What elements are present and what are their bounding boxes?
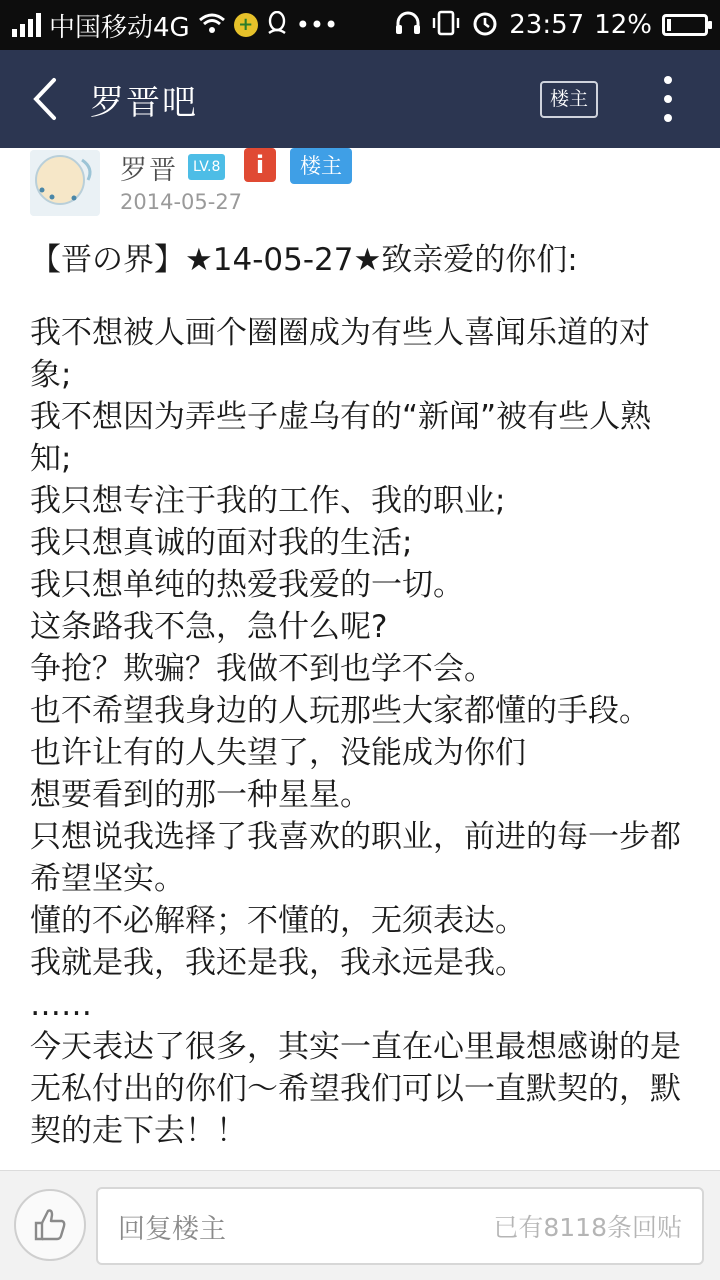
avatar[interactable] (30, 150, 100, 216)
carrier-label: 中国移动4G (49, 12, 190, 43)
post-line: 争抢？欺骗？我做不到也学不会。 (30, 651, 495, 687)
post-line: 我只想真诚的面对我的生活; (30, 525, 413, 561)
more-dots-icon: ••• (295, 11, 339, 39)
reply-placeholder: 回复楼主 (118, 1213, 226, 1245)
post-body (30, 312, 690, 1152)
post-line: 我只想单纯的热爱我爱的一切。 (30, 567, 464, 603)
post-line: …… (30, 987, 92, 1023)
like-button[interactable] (14, 1189, 86, 1261)
owner-badge: 楼主 (290, 148, 352, 184)
post-line: 我只想专注于我的工作、我的职业; (30, 483, 506, 519)
info-badge: i (244, 148, 276, 182)
reply-count: 已有8118条回贴 (493, 1213, 682, 1242)
only-op-button[interactable]: 楼主 (540, 81, 598, 118)
author-name[interactable]: 罗晋 (120, 155, 178, 186)
page-title: 罗晋吧 (90, 82, 198, 123)
wifi-icon (198, 12, 226, 38)
thumbs-up-icon (30, 1205, 70, 1245)
post-line: 也不希望我身边的人玩那些大家都懂的手段。 (30, 693, 650, 729)
level-badge: LV.8 (188, 154, 225, 180)
phone-vibrate-icon (431, 10, 461, 40)
status-bar (0, 0, 720, 50)
more-vertical-icon[interactable] (648, 76, 688, 122)
post-line: 想要看到的那一种星星。 (30, 777, 371, 813)
headset-icon (395, 11, 421, 39)
post-line: 也许让有的人失望了，没能成为你们 (30, 735, 526, 771)
app-notification-icon: + (234, 13, 258, 37)
qq-icon (266, 11, 288, 39)
battery-percent: 12% (594, 10, 652, 40)
post-header (30, 150, 690, 220)
post-line: 懂的不必解释；不懂的，无须表达。 (30, 903, 526, 939)
post-line: 我不想被人画个圈圈成为有些人喜闻乐道的对象; (30, 315, 650, 393)
post-date: 2014-05-27 (120, 190, 243, 214)
post-line: 我就是我，我还是我，我永远是我。 (30, 945, 526, 981)
alarm-icon (471, 9, 499, 41)
post-line: 我不想因为弄些子虚乌有的“新闻”被有些人熟知; (30, 399, 652, 477)
post-line: 只想说我选择了我喜欢的职业，前进的每一步都希望坚实。 (30, 819, 681, 897)
bottom-bar (0, 1170, 720, 1280)
back-button[interactable] (0, 50, 90, 148)
clock: 23:57 (509, 10, 585, 40)
signal-icon (12, 13, 41, 37)
post-title: 【晋の界】★14-05-27★致亲爱的你们: (30, 242, 578, 278)
post-line: 今天表达了很多，其实一直在心里最想感谢的是无私付出的你们～希望我们可以一直默契的，默契的走下去！！ (30, 1029, 681, 1149)
reply-input[interactable] (96, 1187, 704, 1265)
battery-icon (662, 14, 708, 36)
post-line: 这条路我不急，急什么呢? (30, 609, 388, 645)
app-header (0, 50, 720, 148)
back-arrow-icon (30, 76, 60, 122)
